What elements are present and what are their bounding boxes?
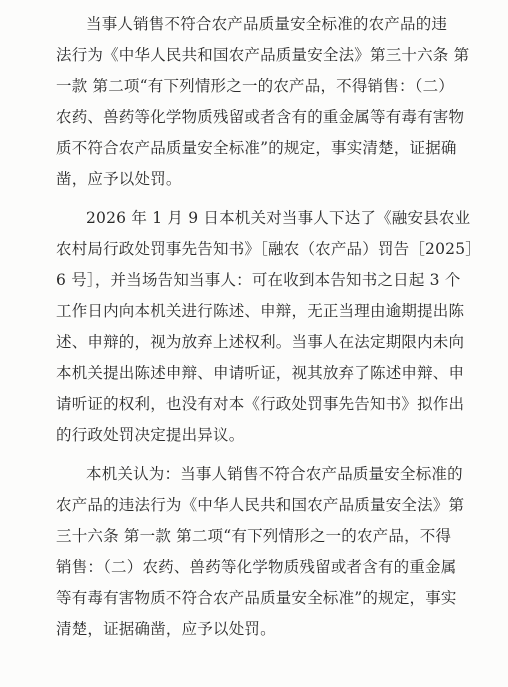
text-line: 本机关认为：当事人销售不符合农产品质量安全标准的: [86, 465, 463, 483]
text-line: 清楚，证据确凿，应予以处罚。: [56, 620, 276, 638]
text-line: 三十六条 第一款 第二项“有下列情形之一的农产品，不得: [56, 527, 452, 545]
text-line: 述、申辩的，视为放弃上述权利。当事人在法定期限内未向: [56, 333, 465, 351]
text-line: 的行政处罚决定提出异议。: [56, 426, 245, 444]
text-line: 农产品的违法行为《中华人民共和国农产品质量安全法》第: [56, 496, 465, 514]
text-line: 农药、兽药等化学物质残留或者含有的重金属等有毒有害物: [56, 108, 465, 126]
text-line: 请听证的权利，也没有对本《行政处罚事先告知书》拟作出: [56, 395, 465, 413]
text-line: 农村局行政处罚事先告知书》［融农（农产品）罚告［2025］: [56, 240, 481, 258]
text-line: 6 号］，并当场告知当事人：可在收到本告知书之日起 3 个: [56, 271, 461, 289]
text-line: 等有毒有害物质不符合农产品质量安全标准”的规定，事实: [56, 589, 457, 607]
text-line: 工作日内向本机关进行陈述、申辩，无正当理由逾期提出陈: [56, 302, 465, 320]
text-line: 法行为《中华人民共和国农产品质量安全法》第三十六条 第: [56, 46, 470, 64]
text-line: 本机关提出陈述申辩、申请听证，视其放弃了陈述申辩、申: [56, 364, 465, 382]
text-line: 当事人销售不符合农产品质量安全标准的农产品的违: [86, 15, 448, 33]
text-line: 2026 年 1 月 9 日本机关对当事人下达了《融安县农业: [86, 209, 471, 227]
text-line: 销售：（二）农药、兽药等化学物质残留或者含有的重金属: [56, 558, 457, 576]
text-line: 一款 第二项“有下列情形之一的农产品，不得销售：（二）: [56, 77, 455, 95]
text-line: 质不符合农产品质量安全标准”的规定，事实清楚，证据确: [56, 139, 457, 157]
text-line: 凿，应予以处罚。: [56, 170, 182, 188]
